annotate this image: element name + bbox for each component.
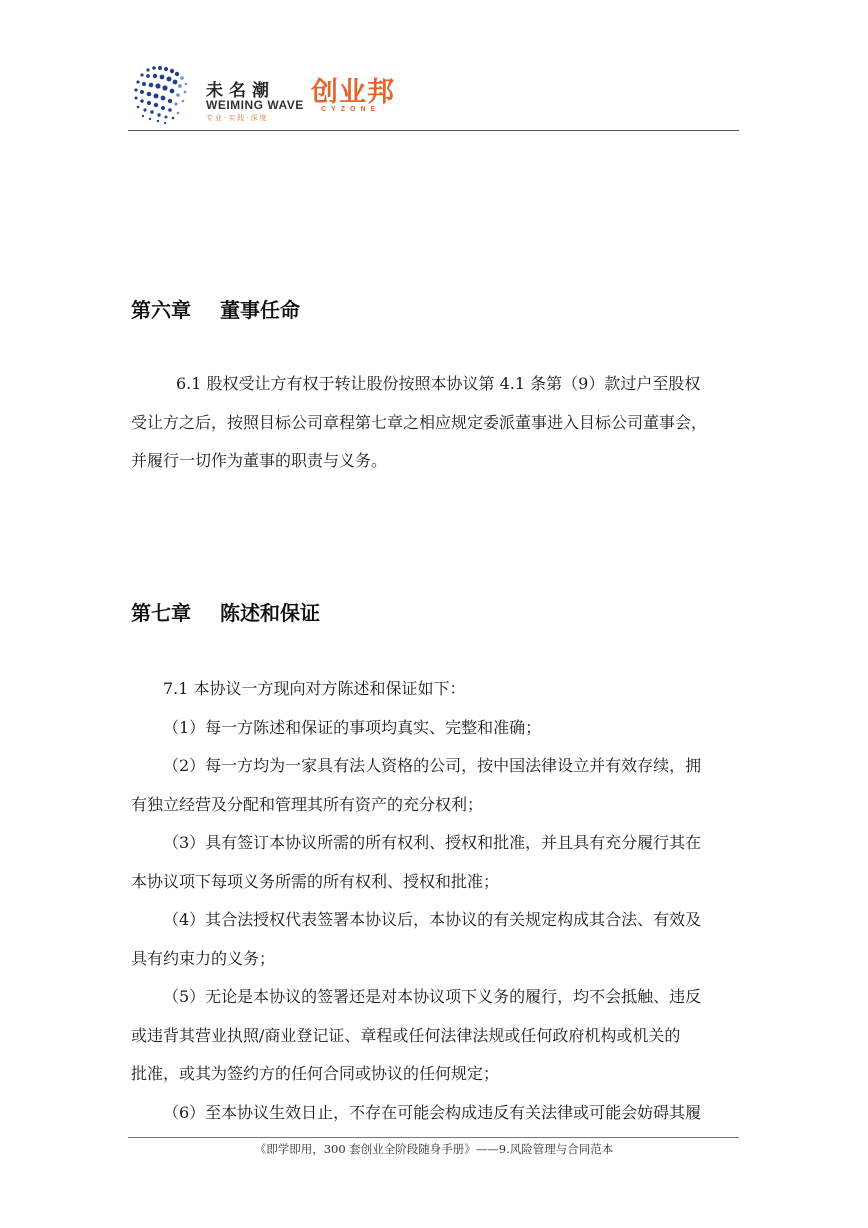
paragraph-line: （2）每一方均为一家具有法人资格的公司，按中国法律设立并有效存续，拥 — [163, 756, 702, 775]
chapter-6-number: 第六章 — [131, 298, 191, 322]
cyzone-logo-chinese: 创业邦 — [311, 77, 395, 108]
chapter-7-number: 第七章 — [131, 601, 191, 625]
footer-divider — [128, 1137, 739, 1138]
wave-logo-icon — [128, 62, 206, 126]
header-logos — [128, 62, 428, 126]
logo-weiming-english: WEIMING WAVE — [206, 98, 304, 112]
paragraph-line: 并履行一切作为董事的职责与义务。 — [131, 451, 388, 470]
cyzone-logo — [311, 70, 421, 120]
chapter-6-title: 董事任命 — [219, 298, 300, 322]
cyzone-logo-english: CYZONE — [321, 106, 381, 113]
chapter-7-body — [131, 670, 751, 1132]
chapter-7-heading — [131, 597, 320, 626]
chapter-7-title: 陈述和保证 — [219, 601, 320, 625]
paragraph-line: 有独立经营及分配和管理其所有资产的充分权利； — [131, 794, 484, 814]
paragraph-line: 受让方之后，按照目标公司章程第七章之相应规定委派董事进入目标公司董事会， — [131, 412, 708, 432]
paragraph-line: 具有约束力的义务； — [131, 948, 276, 968]
paragraph-line: （6）至本协议生效日止，不存在可能会构成违反有关法律或可能会妨碍其履 — [163, 1102, 702, 1122]
paragraph-line: 6.1 股权受让方有权于转让股份按照本协议第 4.1 条第（9）款过户至股权 — [176, 374, 701, 393]
header-divider — [128, 130, 739, 131]
paragraph-line: 或违背其营业执照/商业登记证、章程或任何法律法规或任何政府机构或机关的 — [131, 1025, 681, 1045]
logo-weiming-chinese: 未名潮 — [206, 81, 275, 101]
paragraph-line: （3）具有签订本协议所需的所有权利、授权和批准，并且具有充分履行其在 — [163, 833, 702, 852]
paragraph-line: （4）其合法授权代表签署本协议后，本协议的有关规定构成其合法、有效及 — [163, 910, 702, 929]
paragraph-line: （1）每一方陈述和保证的事项均真实、完整和准确； — [163, 717, 542, 737]
chapter-6-body — [131, 365, 751, 481]
paragraph-line: 7.1 本协议一方现向对方陈述和保证如下： — [163, 679, 466, 698]
paragraph-line: 批准，或其为签约方的任何合同或协议的任何规定； — [131, 1064, 500, 1083]
logo-weiming-tagline: 专业·实践·深度 — [206, 114, 269, 122]
page-footer: 《即学即用，300 套创业全阶段随身手册》——9.风险管理与合同范本 — [254, 1142, 614, 1156]
chapter-6-heading — [131, 294, 300, 323]
paragraph-line: 本协议项下每项义务所需的所有权利、授权和批准； — [131, 871, 500, 891]
paragraph-line: （5）无论是本协议的签署还是对本协议项下义务的履行，均不会抵触、违反 — [163, 987, 702, 1006]
